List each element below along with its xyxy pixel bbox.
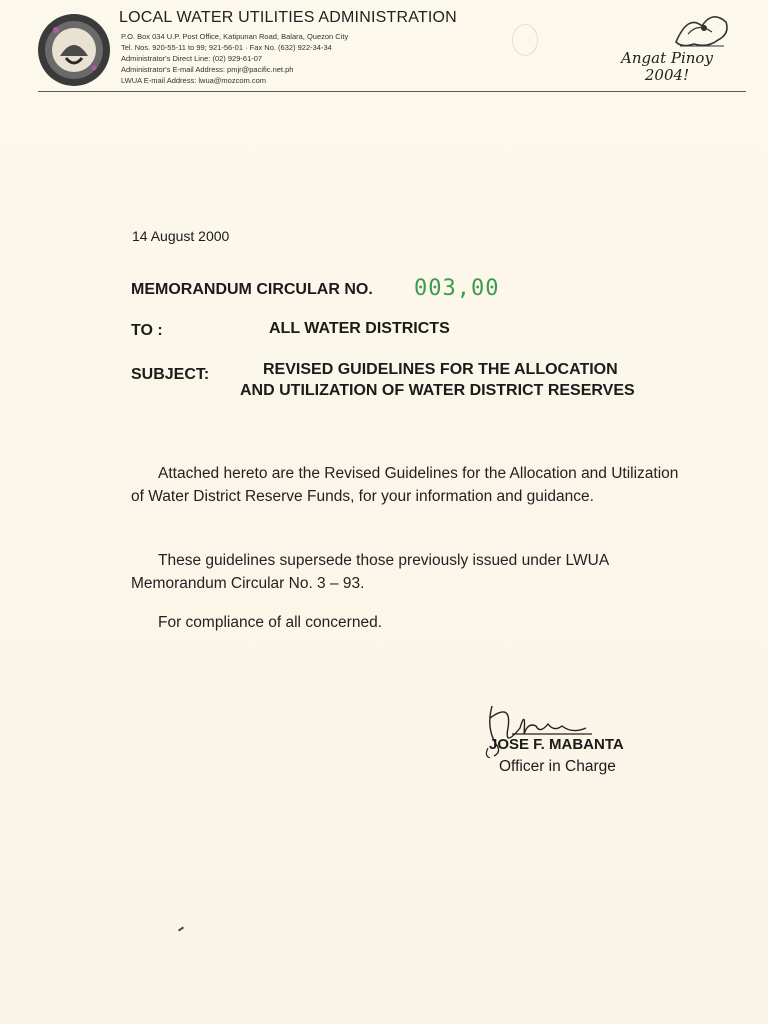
lwua-seal-icon bbox=[36, 12, 112, 88]
subject-line-1: REVISED GUIDELINES FOR THE ALLOCATION bbox=[263, 361, 618, 378]
subject-label: SUBJECT: bbox=[131, 366, 210, 383]
angat-pinoy-slogan bbox=[592, 50, 742, 84]
scan-smudge bbox=[512, 24, 538, 56]
agency-name: LOCAL WATER UTILITIES ADMINISTRATION bbox=[119, 9, 457, 26]
brand-line-2: 2004! bbox=[644, 66, 690, 84]
brand-line-1: Angat Pinoy bbox=[621, 49, 713, 67]
letterhead-phone: Tel. Nos. 920-55-11 to 99; 921-56-01 · Fax No. (632) 922-34-34 bbox=[121, 43, 332, 52]
circular-label: MEMORANDUM CIRCULAR NO. bbox=[131, 281, 373, 298]
signatory-name: JOSE F. MABANTA bbox=[489, 736, 624, 753]
body-paragraph-3 bbox=[131, 612, 691, 635]
letterhead-address: P.O. Box 034 U.P. Post Office, Katipunan Road, Balara, Quezon City bbox=[121, 32, 349, 41]
angat-pinoy-emblem-icon bbox=[668, 8, 734, 52]
body-paragraph-1-text: Attached hereto are the Revised Guidelines for the Allocation and Utilization of Water District Reserve Funds, for your information and guidance. bbox=[131, 465, 679, 505]
to-value: ALL WATER DISTRICTS bbox=[269, 320, 450, 337]
body-paragraph-2-text: These guidelines supersede those previously issued under LWUA Memorandum Circular No. 3 – 93. bbox=[131, 552, 609, 592]
memo-date: 14 August 2000 bbox=[132, 228, 230, 244]
to-label: TO : bbox=[131, 322, 163, 339]
scan-mark bbox=[178, 926, 184, 931]
letterhead-admin-email: Administrator's E-mail Address: pmjr@pacific.net.ph bbox=[121, 65, 294, 74]
letterhead-direct-line: Administrator's Direct Line: (02) 929-61-07 bbox=[121, 54, 263, 63]
body-paragraph-1 bbox=[131, 463, 691, 508]
body-paragraph-3-text: For compliance of all concerned. bbox=[158, 614, 383, 631]
subject-line-2: AND UTILIZATION OF WATER DISTRICT RESERVES bbox=[240, 382, 635, 399]
letterhead-lwua-email: LWUA E-mail Address: lwua@mozcom.com bbox=[121, 76, 267, 85]
signatory-title: Officer in Charge bbox=[499, 758, 616, 775]
letterhead-divider bbox=[38, 91, 746, 92]
body-paragraph-2 bbox=[131, 550, 691, 595]
circular-number: 003,00 bbox=[414, 276, 500, 301]
